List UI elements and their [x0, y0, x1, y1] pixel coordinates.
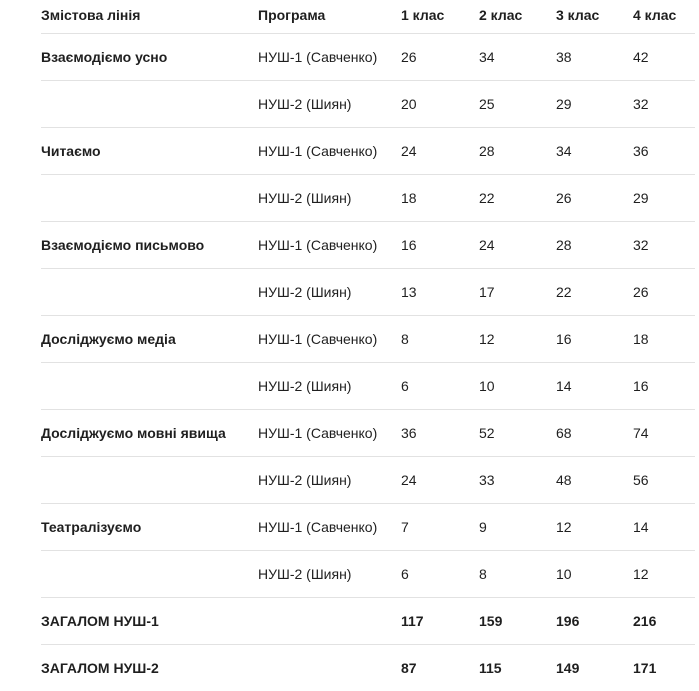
grade-3-cell: 22: [556, 268, 633, 315]
table-row: [41, 315, 695, 362]
grade-1-cell: 16: [401, 221, 479, 268]
grade-4-cell: 14: [633, 503, 695, 550]
table-row: [41, 80, 695, 127]
content-line-cell: Досліджуємо медіа: [41, 315, 258, 362]
grade-2-cell: 52: [479, 409, 556, 456]
content-line-cell: Читаємо: [41, 127, 258, 174]
table-row: [41, 174, 695, 221]
grade-3-cell: 34: [556, 127, 633, 174]
program-cell: НУШ-2 (Шиян): [258, 174, 401, 221]
grade-3-cell: 48: [556, 456, 633, 503]
header-grade-3: 3 клас: [556, 0, 633, 33]
program-cell: НУШ-2 (Шиян): [258, 80, 401, 127]
grade-3-cell: 14: [556, 362, 633, 409]
total-grade-1: 117: [401, 597, 479, 644]
grade-4-cell: 16: [633, 362, 695, 409]
grade-3-cell: 28: [556, 221, 633, 268]
content-line-cell: Взаємодіємо усно: [41, 33, 258, 80]
content-line-cell: [41, 362, 258, 409]
grade-4-cell: 18: [633, 315, 695, 362]
program-cell: НУШ-2 (Шиян): [258, 362, 401, 409]
grade-2-cell: 24: [479, 221, 556, 268]
grade-2-cell: 22: [479, 174, 556, 221]
total-label: ЗАГАЛОМ НУШ-2: [41, 659, 159, 676]
content-line-cell: [41, 456, 258, 503]
grade-3-cell: 29: [556, 80, 633, 127]
header-grade-4: 4 клас: [633, 0, 695, 33]
content-line-cell: [41, 268, 258, 315]
total-grade-4: 216: [633, 597, 695, 644]
total-row-nush-2: [41, 644, 695, 691]
hours-table: [41, 0, 695, 691]
grade-3-cell: 12: [556, 503, 633, 550]
grade-3-cell: 26: [556, 174, 633, 221]
table-row: [41, 127, 695, 174]
table-header-row: [41, 0, 695, 33]
grade-4-cell: 29: [633, 174, 695, 221]
content-line-cell: Взаємодіємо письмово: [41, 221, 258, 268]
table-row: [41, 33, 695, 80]
grade-3-cell: 10: [556, 550, 633, 597]
grade-4-cell: 26: [633, 268, 695, 315]
grade-1-cell: 6: [401, 362, 479, 409]
grade-1-cell: 26: [401, 33, 479, 80]
content-line-cell: [41, 80, 258, 127]
program-cell: НУШ-2 (Шиян): [258, 456, 401, 503]
total-grade-3: 149: [556, 659, 580, 676]
total-grade-1: 87: [401, 659, 417, 676]
total-program-cell: [258, 597, 401, 644]
grade-4-cell: 32: [633, 221, 695, 268]
grade-4-cell: 32: [633, 80, 695, 127]
table-row: [41, 550, 695, 597]
grade-4-cell: 56: [633, 456, 695, 503]
total-label: ЗАГАЛОМ НУШ-1: [41, 597, 258, 644]
grade-4-cell: 42: [633, 33, 695, 80]
content-line-cell: [41, 550, 258, 597]
table-row: [41, 409, 695, 456]
total-grade-2: 115: [479, 659, 502, 676]
program-cell: НУШ-2 (Шиян): [258, 550, 401, 597]
grade-2-cell: 28: [479, 127, 556, 174]
content-line-cell: [41, 174, 258, 221]
grade-2-cell: 10: [479, 362, 556, 409]
total-grade-4: 171: [633, 659, 657, 676]
grade-1-cell: 24: [401, 127, 479, 174]
grade-2-cell: 17: [479, 268, 556, 315]
program-cell: НУШ-1 (Савченко): [258, 127, 401, 174]
program-cell: НУШ-1 (Савченко): [258, 221, 401, 268]
header-program: Програма: [258, 0, 401, 33]
grade-1-cell: 24: [401, 456, 479, 503]
header-grade-1: 1 клас: [401, 0, 479, 33]
grade-3-cell: 16: [556, 315, 633, 362]
table-row: [41, 503, 695, 550]
grade-1-cell: 7: [401, 503, 479, 550]
table-row: [41, 456, 695, 503]
grade-1-cell: 6: [401, 550, 479, 597]
total-program-cell: [258, 644, 401, 691]
total-grade-3: 196: [556, 597, 633, 644]
grade-3-cell: 68: [556, 409, 633, 456]
table-row: [41, 362, 695, 409]
program-cell: НУШ-1 (Савченко): [258, 315, 401, 362]
table-row: [41, 268, 695, 315]
grade-4-cell: 74: [633, 409, 695, 456]
grade-2-cell: 12: [479, 315, 556, 362]
content-line-cell: Досліджуємо мовні явища: [41, 409, 258, 456]
table-row: [41, 221, 695, 268]
grade-2-cell: 9: [479, 503, 556, 550]
grade-3-cell: 38: [556, 33, 633, 80]
header-grade-2: 2 клас: [479, 0, 556, 33]
program-cell: НУШ-2 (Шиян): [258, 268, 401, 315]
grade-2-cell: 34: [479, 33, 556, 80]
grade-4-cell: 12: [633, 550, 695, 597]
grade-2-cell: 33: [479, 456, 556, 503]
grade-2-cell: 8: [479, 550, 556, 597]
total-row-nush-1: [41, 597, 695, 644]
grade-1-cell: 13: [401, 268, 479, 315]
grade-1-cell: 36: [401, 409, 479, 456]
grade-1-cell: 18: [401, 174, 479, 221]
total-grade-2: 159: [479, 597, 556, 644]
grade-2-cell: 25: [479, 80, 556, 127]
grade-1-cell: 20: [401, 80, 479, 127]
program-cell: НУШ-1 (Савченко): [258, 33, 401, 80]
content-line-cell: Театралізуємо: [41, 503, 258, 550]
grade-4-cell: 36: [633, 127, 695, 174]
program-cell: НУШ-1 (Савченко): [258, 409, 401, 456]
grade-1-cell: 8: [401, 315, 479, 362]
program-cell: НУШ-1 (Савченко): [258, 503, 401, 550]
header-content-line: Змістова лінія: [41, 0, 258, 33]
